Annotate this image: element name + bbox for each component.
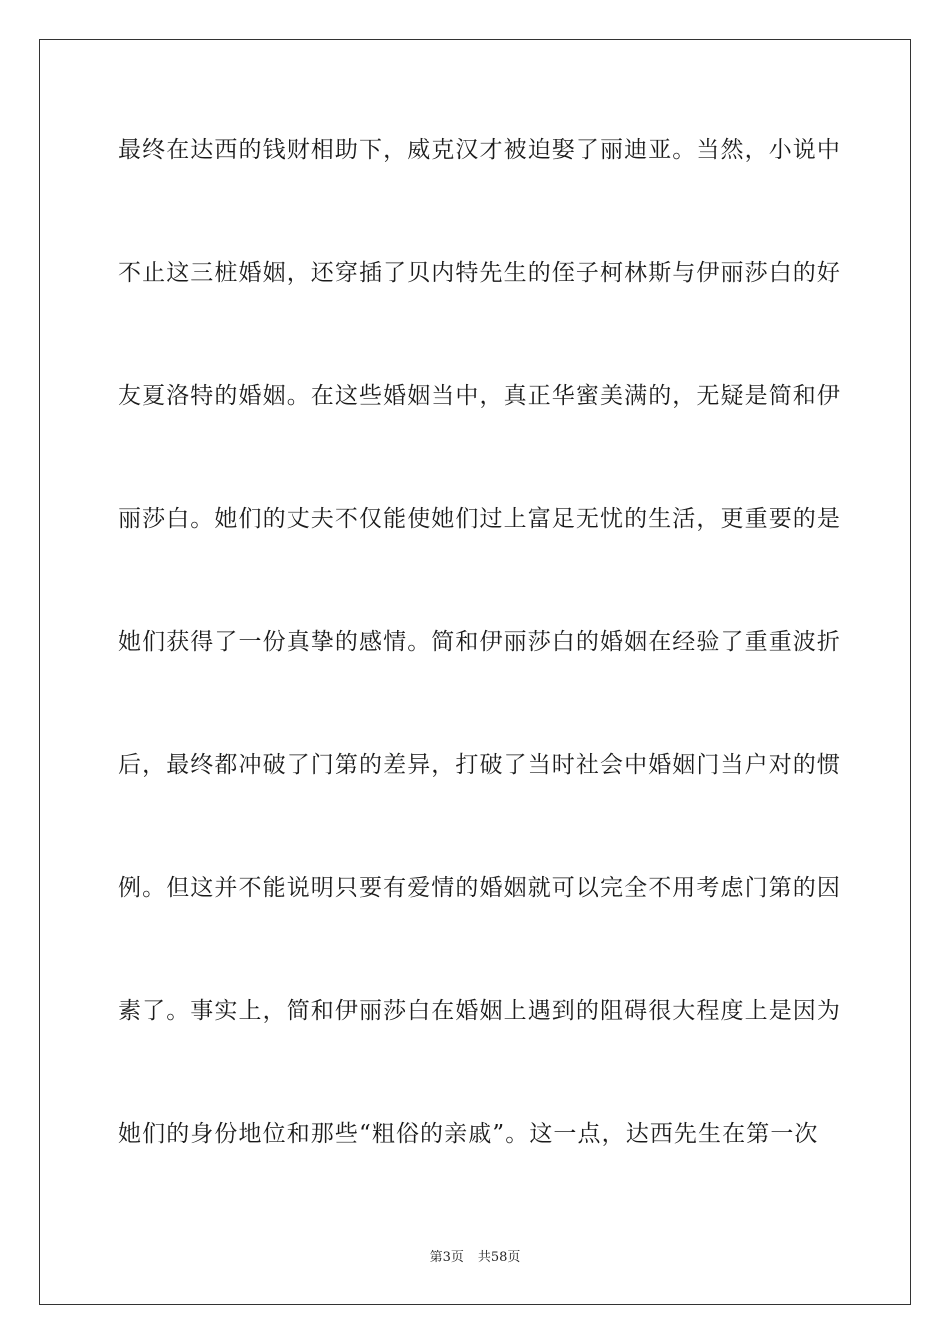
text-line: 最终在达西的钱财相助下，威克汉才被迫娶了丽迪亚。当然，小说中: [118, 137, 841, 163]
text-line: 她们获得了一份真挚的感情。简和伊丽莎白的婚姻在经验了重重波折: [118, 629, 841, 655]
page-number: 第3页: [429, 1250, 464, 1265]
text-line: 友夏洛特的婚姻。在这些婚姻当中，真正华蜜美满的，无疑是简和伊: [118, 383, 841, 409]
page-total: 共58页: [477, 1250, 521, 1265]
text-line: 她们的身份地位和那些“粗俗的亲戚”。这一点，达西先生在第一次: [118, 1121, 819, 1147]
text-line: 例。但这并不能说明只要有爱情的婚姻就可以完全不用考虑门第的因: [118, 875, 841, 901]
text-line: 不止这三桩婚姻，还穿插了贝内特先生的侄子柯林斯与伊丽莎白的好: [118, 260, 841, 286]
text-line: 丽莎白。她们的丈夫不仅能使她们过上富足无忧的生活，更重要的是: [118, 506, 841, 532]
page-footer: [0, 1246, 950, 1265]
text-line: 素了。事实上，简和伊丽莎白在婚姻上遇到的阻碍很大程度上是因为: [118, 998, 841, 1024]
text-line: 后，最终都冲破了门第的差异，打破了当时社会中婚姻门当户对的惯: [118, 752, 841, 778]
document-body: [118, 126, 841, 1233]
